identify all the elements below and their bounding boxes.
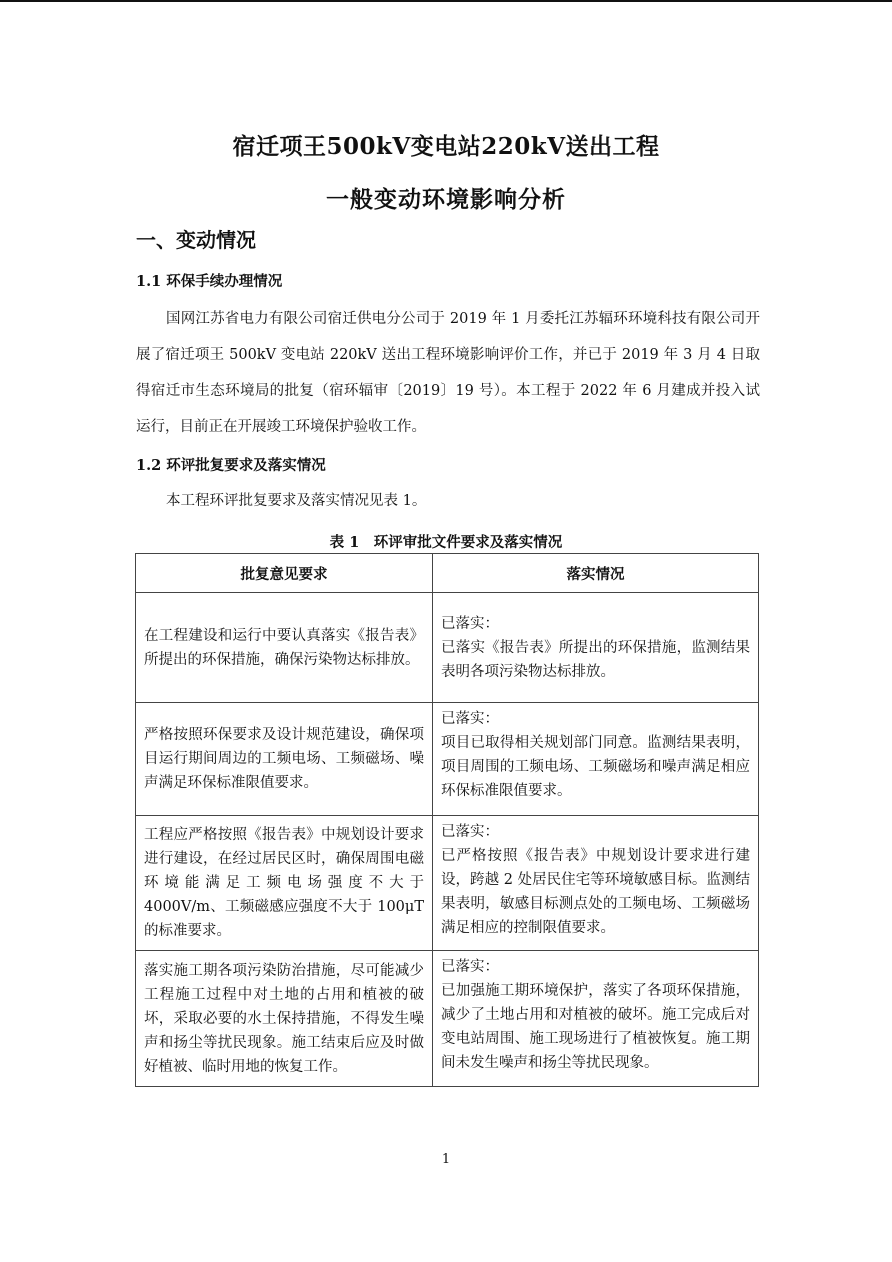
page-number: 1 — [441, 1152, 451, 1167]
status-cell — [433, 703, 759, 816]
status-label: 已落实： — [441, 615, 499, 632]
status-label: 已落实： — [441, 959, 499, 975]
table-row — [136, 951, 759, 1087]
table-caption: 表 1 环评审批文件要求及落实情况 — [329, 534, 563, 551]
requirement-cell: 工程应严格按照《报告表》中规划设计要求进行建设，在经过居民区时，确保周围电磁环境能满足工频电场强度不大于4000V/m、工频磁感应强度不大于 100μT 的标准要求。 — [136, 816, 433, 951]
status-label: 已落实： — [441, 711, 499, 727]
paragraph-procedures: 国网江苏省电力有限公司宿迁供电分公司于 2019 年 1 月委托江苏辐环环境科技有限公司开展了宿迁项王 500kV 变电站 220kV 送出工程环境影响评价工作，并已于 2019 年 3 月 4 日取得宿迁市生态环境局的批复（宿环辐审〔2019〕19 号）。本工程于 2022 年 6 月建成并投入试运行，目前正在开展竣工环境保护验收工作。 — [136, 311, 760, 435]
status-cell — [433, 816, 759, 951]
table-header-row — [136, 554, 759, 593]
status-detail: 项目已取得相关规划部门同意。监测结果表明，项目周围的工频电场、工频磁场和噪声满足相应环保标准限值要求。 — [441, 735, 750, 799]
requirements-table — [135, 553, 759, 1087]
requirement-cell: 严格按照环保要求及设计规范建设，确保项目运行期间周边的工频电场、工频磁场、噪声满足环保标准限值要求。 — [136, 703, 433, 816]
column-header-requirement: 批复意见要求 — [136, 554, 433, 593]
status-detail: 已严格按照《报告表》中规划设计要求进行建设，跨越 2 处居民住宅等环境敏感目标。监测结果表明，敏感目标测点处的工频电场、工频磁场满足相应的控制限值要求。 — [441, 848, 750, 936]
table-row — [136, 593, 759, 703]
document-title: 宿迁项王500kV变电站220kV送出工程 — [232, 133, 660, 160]
top-border-line — [0, 0, 892, 2]
document-subtitle: 一般变动环境影响分析 — [326, 186, 566, 213]
status-cell — [433, 951, 759, 1087]
status-cell — [433, 593, 759, 703]
table-row — [136, 703, 759, 816]
paragraph-table-reference: 本工程环评批复要求及落实情况见表 1。 — [166, 493, 427, 509]
requirement-cell: 在工程建设和运行中要认真落实《报告表》所提出的环保措施，确保污染物达标排放。 — [136, 593, 433, 703]
status-detail: 已落实《报告表》所提出的环保措施，监测结果表明各项污染物达标排放。 — [441, 639, 750, 680]
subsection-heading-1-2: 1.2 环评批复要求及落实情况 — [136, 457, 326, 474]
column-header-status: 落实情况 — [433, 554, 759, 593]
status-detail: 已加强施工期环境保护，落实了各项环保措施，减少了土地占用和对植被的破坏。施工完成后对变电站周围、施工现场进行了植被恢复。施工期间未发生噪声和扬尘等扰民现象。 — [441, 983, 750, 1071]
table-row — [136, 816, 759, 951]
subsection-heading-1-1: 1.1 环保手续办理情况 — [136, 273, 283, 290]
requirement-cell: 落实施工期各项污染防治措施，尽可能减少工程施工过程中对土地的占用和植被的破坏，采取必要的水土保持措施，不得发生噪声和扬尘等扰民现象。施工结束后应及时做好植被、临时用地的恢复工作。 — [136, 951, 433, 1087]
status-label: 已落实： — [441, 824, 499, 840]
section-heading-changes: 一、变动情况 — [136, 228, 256, 252]
